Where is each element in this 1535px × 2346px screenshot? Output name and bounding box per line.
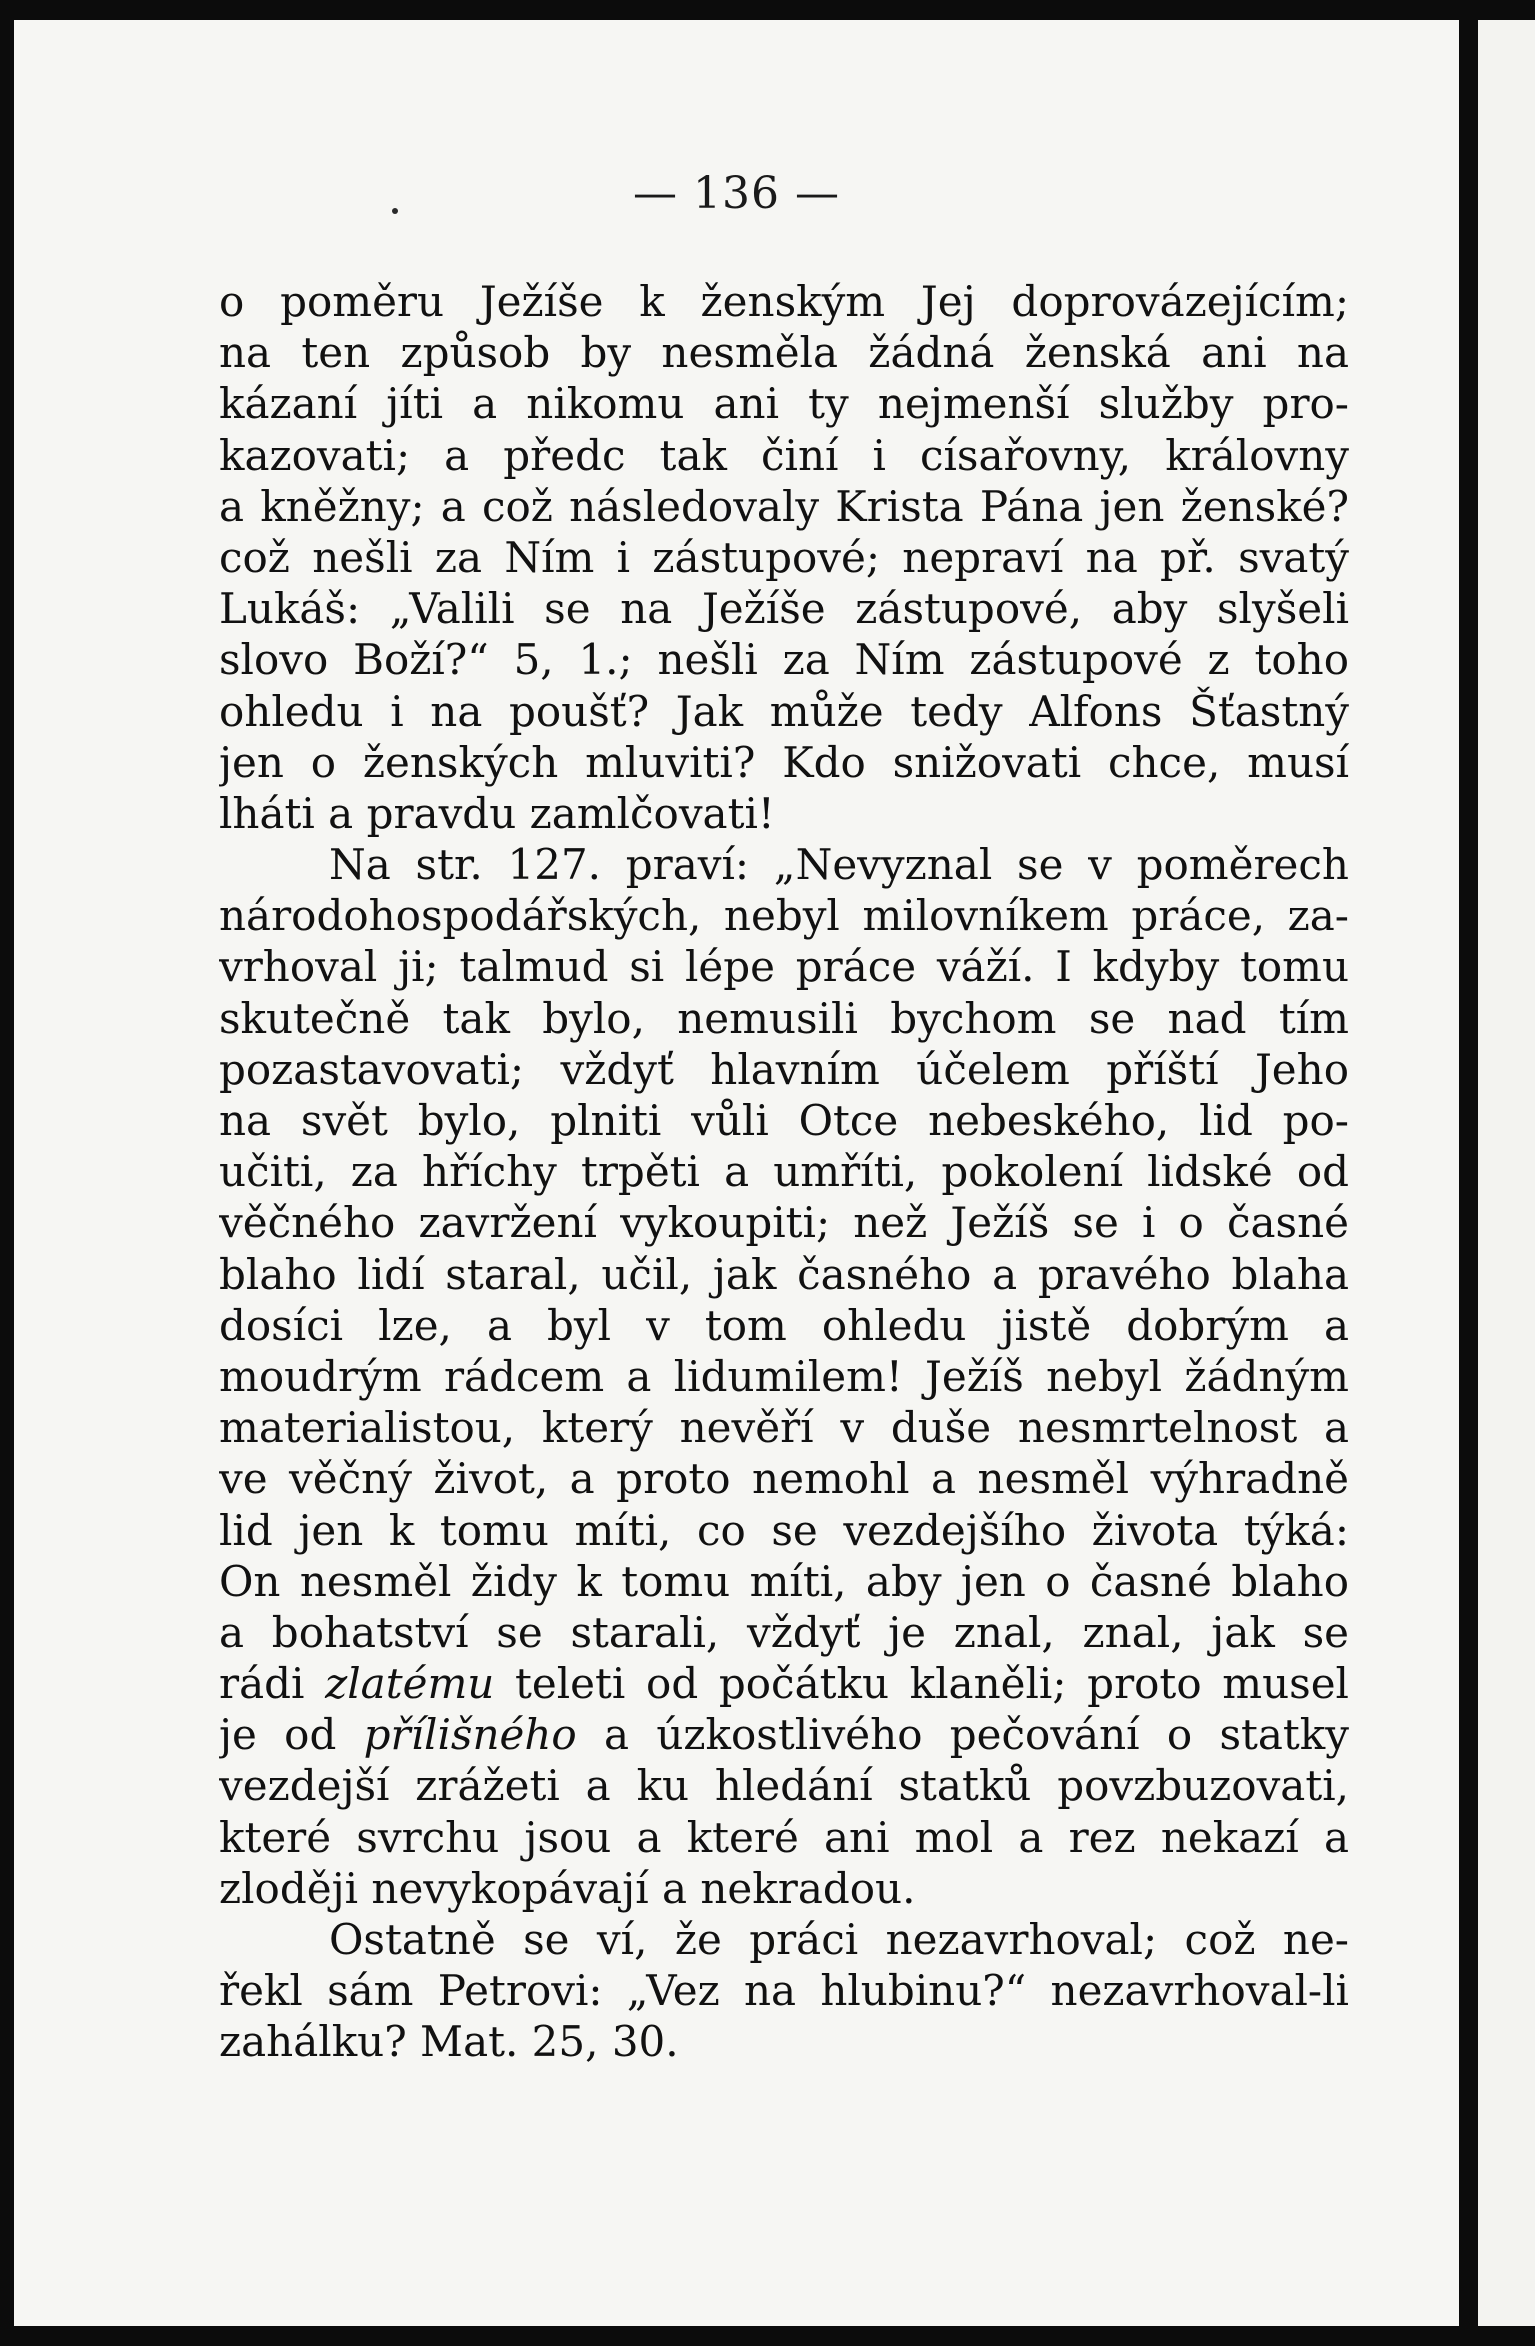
text-line: On nesměl židy k tomu míti, aby jen o časné blaho xyxy=(219,1556,1349,1606)
text-run: teleti od počátku klaněli; proto musel xyxy=(494,1659,1349,1709)
text-run: a úzkostlivého pečování o statky xyxy=(576,1710,1349,1760)
text-run: je od xyxy=(219,1710,364,1760)
text-line: ohledu i na poušť? Jak může tedy Alfons Šťastný xyxy=(219,686,1349,736)
text-line: o poměru Ježíše k ženským Jej doprovázejícím; xyxy=(219,277,1349,326)
text-line: materialistou, který nevěří v duše nesmrtelnost a xyxy=(219,1403,1349,1453)
text-line: dosíci lze, a byl v tom ohledu jistě dobrým a xyxy=(219,1300,1349,1350)
text-line: národohospodářských, nebyl milovníkem práce, za- xyxy=(219,891,1349,941)
text-line: pozastavovati; vždyť hlavním účelem příští Jeho xyxy=(219,1044,1349,1094)
text-line: zahálku? Mat. 25, 30. xyxy=(219,2017,679,2067)
text-line: moudrým rádcem a lidumilem! Ježíš nebyl žádným xyxy=(219,1351,1349,1401)
text-line: což nešli za Ním i zástupové; nepraví na př. svatý xyxy=(219,532,1349,582)
text-line: vezdejší zrážeti a ku hledání statků povzbuzovati, xyxy=(219,1761,1349,1811)
text-line: ve věčný život, a proto nemohl a nesměl výhradně xyxy=(219,1454,1349,1504)
text-line: řekl sám Petrovi: „Vez na hlubinu?“ nezavrhoval-li xyxy=(219,1966,1349,2016)
text-line: na ten způsob by nesměla žádná ženská ani na xyxy=(219,328,1349,378)
text-line xyxy=(219,1658,1349,1709)
text-line: Na str. 127. praví: „Nevyznal se v poměrech xyxy=(329,840,1349,890)
text-line xyxy=(219,1709,1349,1760)
text-line: Lukáš: „Valili se na Ježíše zástupové, aby slyšeli xyxy=(219,584,1349,634)
text-line: na svět bylo, plniti vůli Otce nebeského, lid po- xyxy=(219,1096,1349,1145)
text-line: a kněžny; a což následovaly Krista Pána jen ženské? xyxy=(219,481,1349,531)
text-line: vrhoval ji; talmud si lépe práce váží. I kdyby tomu xyxy=(219,942,1349,992)
text-line: lid jen k tomu míti, co se vezdejšího života týká: xyxy=(219,1505,1349,1555)
text-line: které svrchu jsou a které ani mol a rez nekazí a xyxy=(219,1812,1349,1862)
text-line: blaho lidí staral, učil, jak časného a pravého blaha xyxy=(219,1249,1349,1299)
text-line: skutečně tak bylo, nemusili bychom se nad tím xyxy=(219,993,1349,1043)
book-page xyxy=(14,20,1459,2326)
text-line: zloději nevykopávají a nekradou. xyxy=(219,1863,916,1913)
text-line: a bohatství se starali, vždyť je znal, znal, jak se xyxy=(219,1607,1349,1657)
text-line: kázaní jíti a nikomu ani ty nejmenší služby pro- xyxy=(219,379,1349,429)
emphasized-word: zlatému xyxy=(325,1659,495,1709)
text-line: lháti a pravdu zamlčovati! xyxy=(219,788,775,838)
text-line: učiti, za hříchy trpěti a umříti, pokolení lidské od xyxy=(219,1147,1349,1197)
text-line: jen o ženských mluviti? Kdo snižovati chce, musí xyxy=(219,737,1349,787)
text-line: kazovati; a předc tak činí i císařovny, královny xyxy=(219,430,1349,480)
body-text xyxy=(219,276,1349,2068)
page-number: — 136 — xyxy=(633,168,840,219)
text-run: rádi xyxy=(219,1659,326,1709)
emphasized-word: přílišného xyxy=(363,1710,577,1760)
adjacent-page-edge xyxy=(1478,20,1535,2326)
text-line: Ostatně se ví, že práci nezavrhoval; což ne- xyxy=(329,1915,1349,1964)
text-line: slovo Boží?“ 5, 1.; nešli za Ním zástupové z toho xyxy=(219,635,1349,685)
ink-speck xyxy=(392,208,398,214)
text-line: věčného zavržení vykoupiti; než Ježíš se i o časné xyxy=(219,1198,1349,1248)
